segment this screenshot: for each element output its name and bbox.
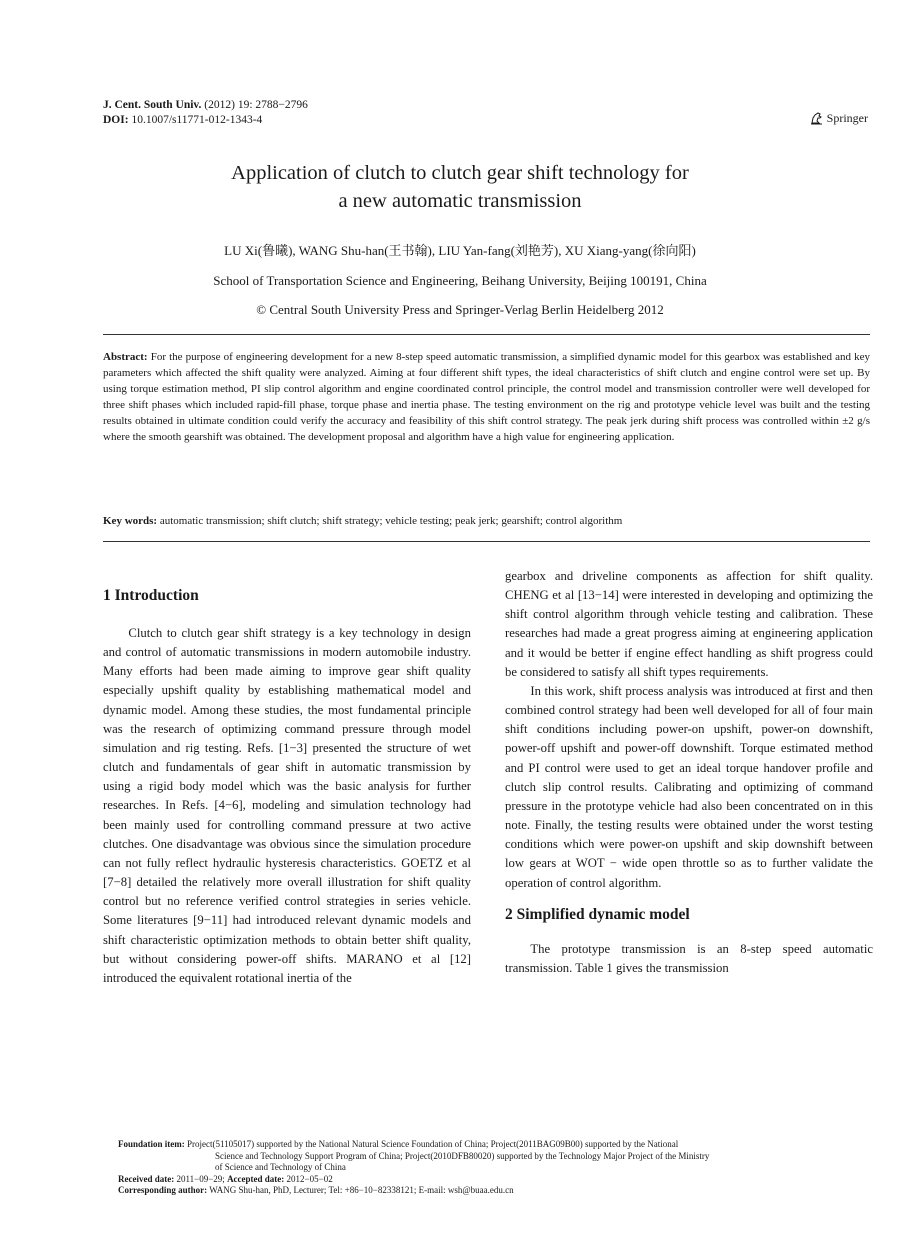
springer-horse-icon <box>810 112 823 125</box>
keywords <box>103 515 870 527</box>
copyright-line: © Central South University Press and Springer-Verlag Berlin Heidelberg 2012 <box>256 302 664 317</box>
right-column <box>505 567 873 978</box>
doi-label: DOI: <box>103 114 129 126</box>
foundation-text: Project(51105017) supported by the National Natural Science Foundation of China; Project(2011BAG09B00) supported by the National <box>184 1139 679 1149</box>
bottom-divider <box>103 541 870 542</box>
abstract <box>103 350 870 445</box>
paragraph: Clutch to clutch gear shift strategy is a key technology in design and control of automatic transmissions in modern automobile industry. Many efforts had been made aiming to improve gear shift quality especially upshift quality by establishing mathematical model and dynamic model. Among these studies, the most fundamental principle was the research of optimizing command pressure through model simulation and rig testing. Refs. [1−3] presented the structure of wet clutch and fundamentals of gear shift in automatic transmission by using a rigid body model which was the basic analysis for further researches. In Refs. [4−6], modeling and simulation technology had been mainly used for controlling command pressure at two active clutches. One disadvantage was obvious since the simulation procedure can not fully reflect hydraulic hysteresis characteristics. GOETZ et al [7−8] detailed the relatively more overall illustration for shift quality control but no reference verified control strategies in series vehicle. Some literatures [9−11] had introduced relevant dynamic models and shift characteristic optimization methods to obtain better shift quality, but without considering power-off shifts. MARANO et al [12] introduced the equivalent rotational inertia of the <box>103 626 471 985</box>
paragraph: The prototype transmission is an 8-step speed automatic transmission. Table 1 gives the transmission <box>505 941 873 975</box>
title-line-2: a new automatic transmission <box>338 190 582 212</box>
accepted-date: 2012−05−02 <box>284 1173 333 1184</box>
author-list: LU Xi(鲁曦), WANG Shu-han(王书翰), LIU Yan-fang(刘艳芳), XU Xiang-yang(徐向阳) <box>224 243 696 258</box>
foundation-text-continued: of Science and Technology of China <box>215 1162 346 1173</box>
title-line-1: Application of clutch to clutch gear shift technology for <box>231 162 689 184</box>
keywords-text: automatic transmission; shift clutch; shift strategy; vehicle testing; peak jerk; gearshift; control algorithm <box>157 515 623 527</box>
paper-title <box>0 159 920 215</box>
doi-value[interactable]: 10.1007/s11771-012-1343-4 <box>128 114 263 126</box>
top-divider <box>103 334 870 335</box>
paragraph: gearbox and driveline components as affection for shift quality. CHENG et al [13−14] were interested in developing and optimizing the shift control algorithm through vehicle testing and calibration. These researches had made a great progress aiming at engineering application and it would be better if engine effect handling as shift progress could be considered to satisfy all shift types requirements. <box>505 569 873 679</box>
foundation-label: Foundation item: <box>118 1139 185 1149</box>
left-column <box>103 585 471 988</box>
journal-name: J. Cent. South Univ. <box>103 99 202 111</box>
section-heading-dynamic-model: 2 Simplified dynamic model <box>505 905 690 923</box>
publisher-name: Springer <box>826 111 868 125</box>
received-label: Received date: <box>118 1173 175 1184</box>
affiliation: School of Transportation Science and Engineering, Beihang University, Beijing 100191, China <box>213 273 707 288</box>
corresponding-author <box>118 1185 878 1197</box>
foundation-item <box>118 1139 878 1151</box>
journal-issue: (2012) 19: 2788−2796 <box>201 99 308 111</box>
foundation-text-continued: Science and Technology Support Program of China; Project(2010DFB80020) supported by the Technology Major Project of the Ministry <box>215 1150 710 1161</box>
paragraph: In this work, shift process analysis was introduced at first and then combined control strategy had been well developed for all of four main shift conditions including power-on upshift, power-on downshift, power-off upshift and power-off downshift. Torque estimated method and PI control were used to get an ideal torque handover profile and clutch slip control results. Calibrating and optimizing of command pressure in the prototype vehicle had also been concentrated on in this note. Finally, the testing results were obtained under the worst testing conditions which were power-on upshift and skip downshift between low gears at WOT − wide open throttle so as to further validate the operation of control algorithm. <box>505 683 873 890</box>
journal-citation <box>103 98 308 128</box>
section-heading-introduction: 1 Introduction <box>103 587 199 604</box>
corresponding-details: WANG Shu-han, PhD, Lecturer; Tel: +86−10−82338121; E-mail: wsh@buaa.edu.cn <box>207 1185 514 1196</box>
received-date: 2011−09−29; <box>174 1173 228 1184</box>
keywords-label: Key words: <box>103 515 158 527</box>
abstract-text: For the purpose of engineering development for a new 8-step speed automatic transmission, a simplified dynamic model for this gearbox was established and key parameters which affected the shift quality were analyzed. Aiming at four different shift types, the ideal characteristics of shift clutch and engine control were set up. By using torque estimation method, PI slip control algorithm and engine coordinated control principle, the control model and transmission controller were well developed for three shift phases which included rapid-fill phase, torque phase and inertia phase. The testing environment on the rig and prototype vehicle level was built and the testing results obtained in ultimate condition could verify the accuracy and feasibility of this shift control strategy. The peak jerk during shift process was controlled within ±2 g/s where the smooth gearshift was obtained. The development proposal and algorithm have a high value for engineering application. <box>103 351 870 443</box>
abstract-label: Abstract: <box>103 351 148 363</box>
footnotes <box>118 1139 878 1197</box>
accepted-label: Accepted date: <box>227 1173 285 1184</box>
publisher-logo <box>810 111 868 126</box>
corresponding-label: Corresponding author: <box>118 1185 208 1196</box>
dates <box>118 1174 878 1186</box>
